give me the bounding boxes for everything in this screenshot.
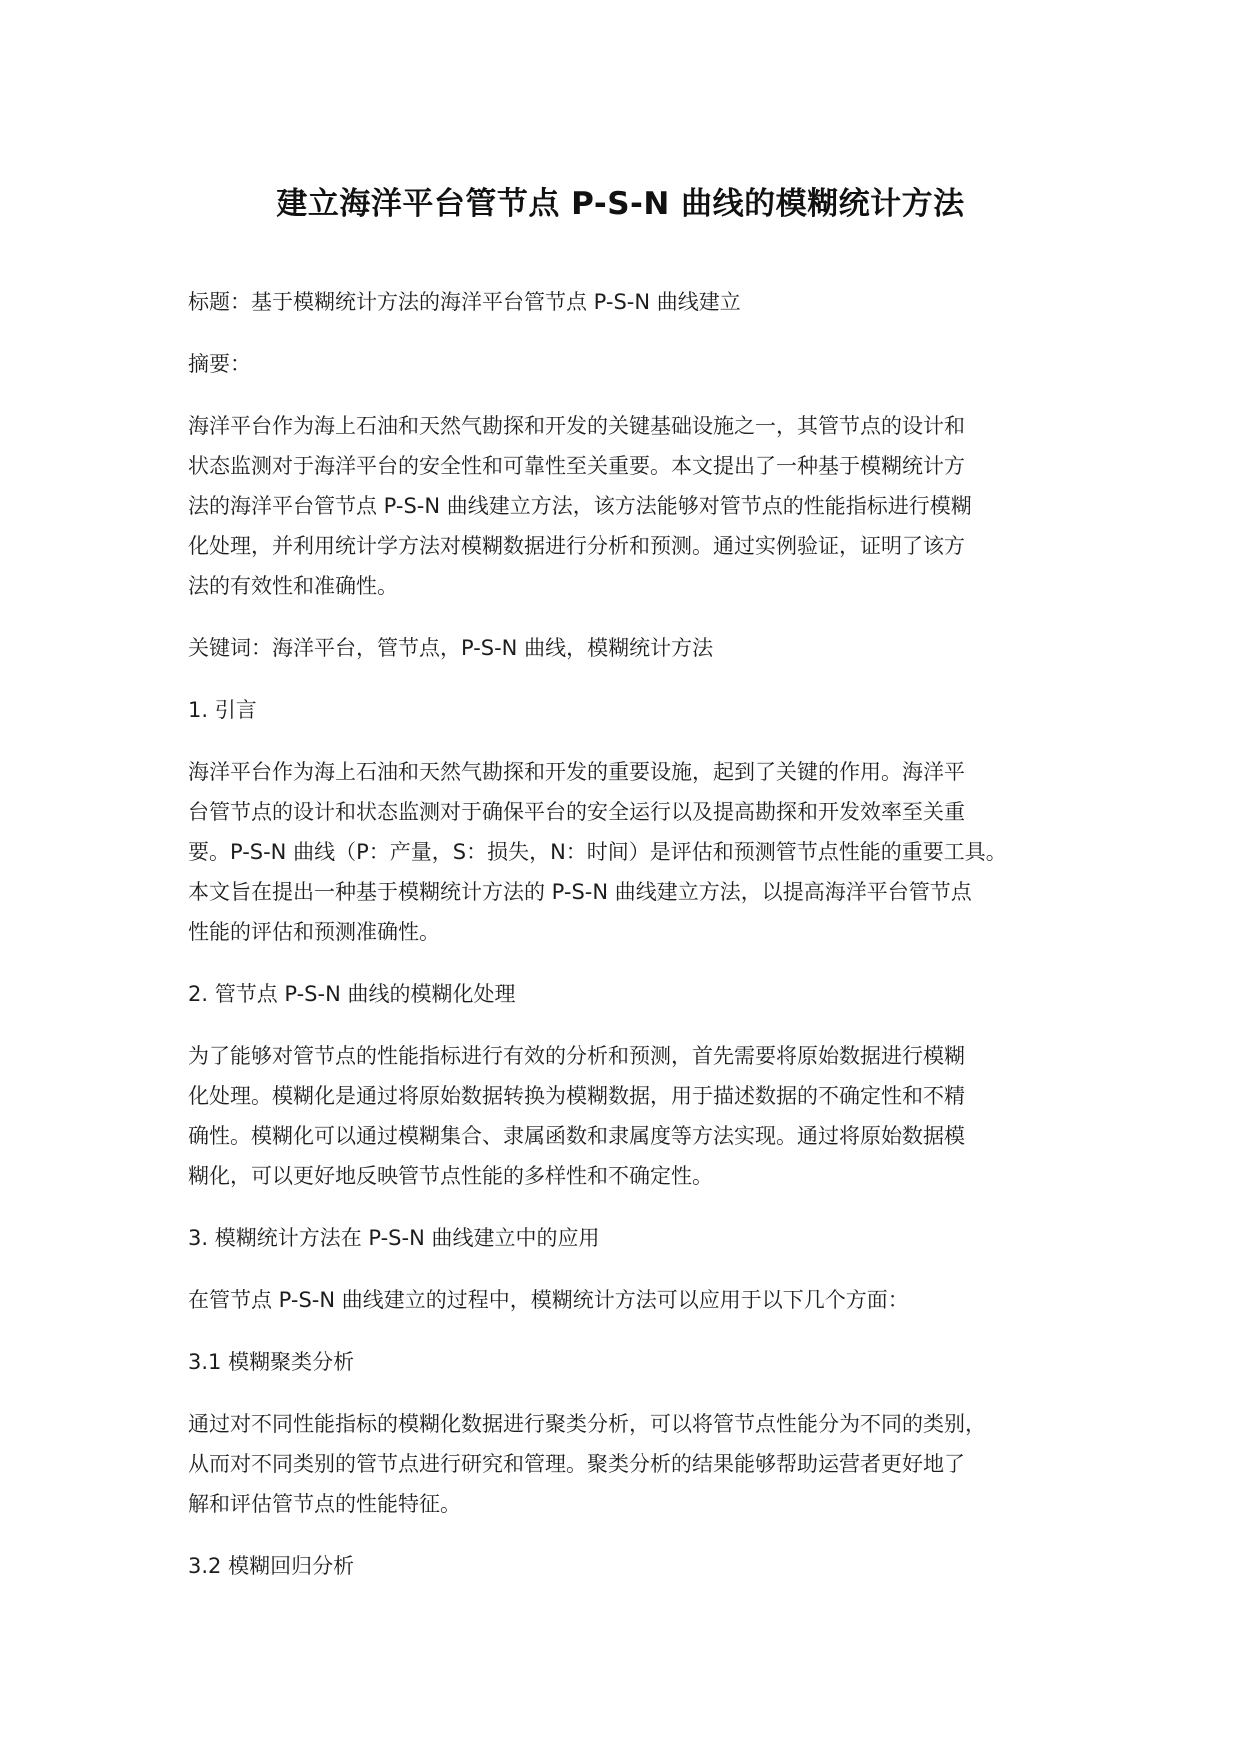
section31-paragraph [188,1404,1088,1524]
subtitle-line: 标题：基于模糊统计方法的海洋平台管节点 P-S-N 曲线建立 [188,290,741,314]
subsection-heading: 3.1 模糊聚类分析 [188,1350,355,1374]
section2-line: 确性。模糊化可以通过模糊集合、隶属函数和隶属度等方法实现。通过将原始数据模 [188,1124,965,1148]
abstract-line: 海洋平台作为海上石油和天然气勘探和开发的关键基础设施之一，其管节点的设计和 [188,414,965,438]
section2-line: 为了能够对管节点的性能指标进行有效的分析和预测，首先需要将原始数据进行模糊 [188,1044,965,1068]
abstract-line: 法的海洋平台管节点 P-S-N 曲线建立方法，该方法能够对管节点的性能指标进行模糊 [188,494,972,518]
document-body [188,282,1088,1608]
abstract-label: 摘要： [188,352,251,376]
abstract-line: 状态监测对于海洋平台的安全性和可靠性至关重要。本文提出了一种基于模糊统计方 [188,454,965,478]
section31-line: 从而对不同类别的管节点进行研究和管理。聚类分析的结果能够帮助运营者更好地了 [188,1452,965,1476]
section1-line: 要。P-S-N 曲线（P：产量，S：损失，N：时间）是评估和预测管节点性能的重要工具。 [188,840,1007,864]
section-heading: 2. 管节点 P-S-N 曲线的模糊化处理 [188,982,516,1006]
section1-paragraph [188,752,1088,952]
section1-line: 台管节点的设计和状态监测对于确保平台的安全运行以及提高勘探和开发效率至关重 [188,800,965,824]
section3-line: 在管节点 P-S-N 曲线建立的过程中，模糊统计方法可以应用于以下几个方面： [188,1288,909,1312]
section31-line: 通过对不同性能指标的模糊化数据进行聚类分析，可以将管节点性能分为不同的类别， [188,1412,986,1436]
section3-paragraph [188,1280,1088,1320]
section2-line: 化处理。模糊化是通过将原始数据转换为模糊数据，用于描述数据的不确定性和不精 [188,1084,965,1108]
section1-line: 海洋平台作为海上石油和天然气勘探和开发的重要设施，起到了关键的作用。海洋平 [188,760,965,784]
abstract-line: 化处理，并利用统计学方法对模糊数据进行分析和预测。通过实例验证，证明了该方 [188,534,965,558]
section1-line: 本文旨在提出一种基于模糊统计方法的 P-S-N 曲线建立方法，以提高海洋平台管节点 [188,880,972,904]
document-title: 建立海洋平台管节点 P-S-N 曲线的模糊统计方法 [276,186,965,222]
section31-line: 解和评估管节点的性能特征。 [188,1492,461,1516]
subsection-heading: 3.2 模糊回归分析 [188,1554,355,1578]
abstract-paragraph [188,406,1088,606]
section2-line: 糊化，可以更好地反映管节点性能的多样性和不确定性。 [188,1164,713,1188]
section-heading: 1. 引言 [188,698,257,722]
section2-paragraph [188,1036,1088,1196]
section1-line: 性能的评估和预测准确性。 [188,920,440,944]
keywords-line: 关键词：海洋平台，管节点，P-S-N 曲线，模糊统计方法 [188,636,714,660]
abstract-line: 法的有效性和准确性。 [188,574,398,598]
section-heading: 3. 模糊统计方法在 P-S-N 曲线建立中的应用 [188,1226,600,1250]
